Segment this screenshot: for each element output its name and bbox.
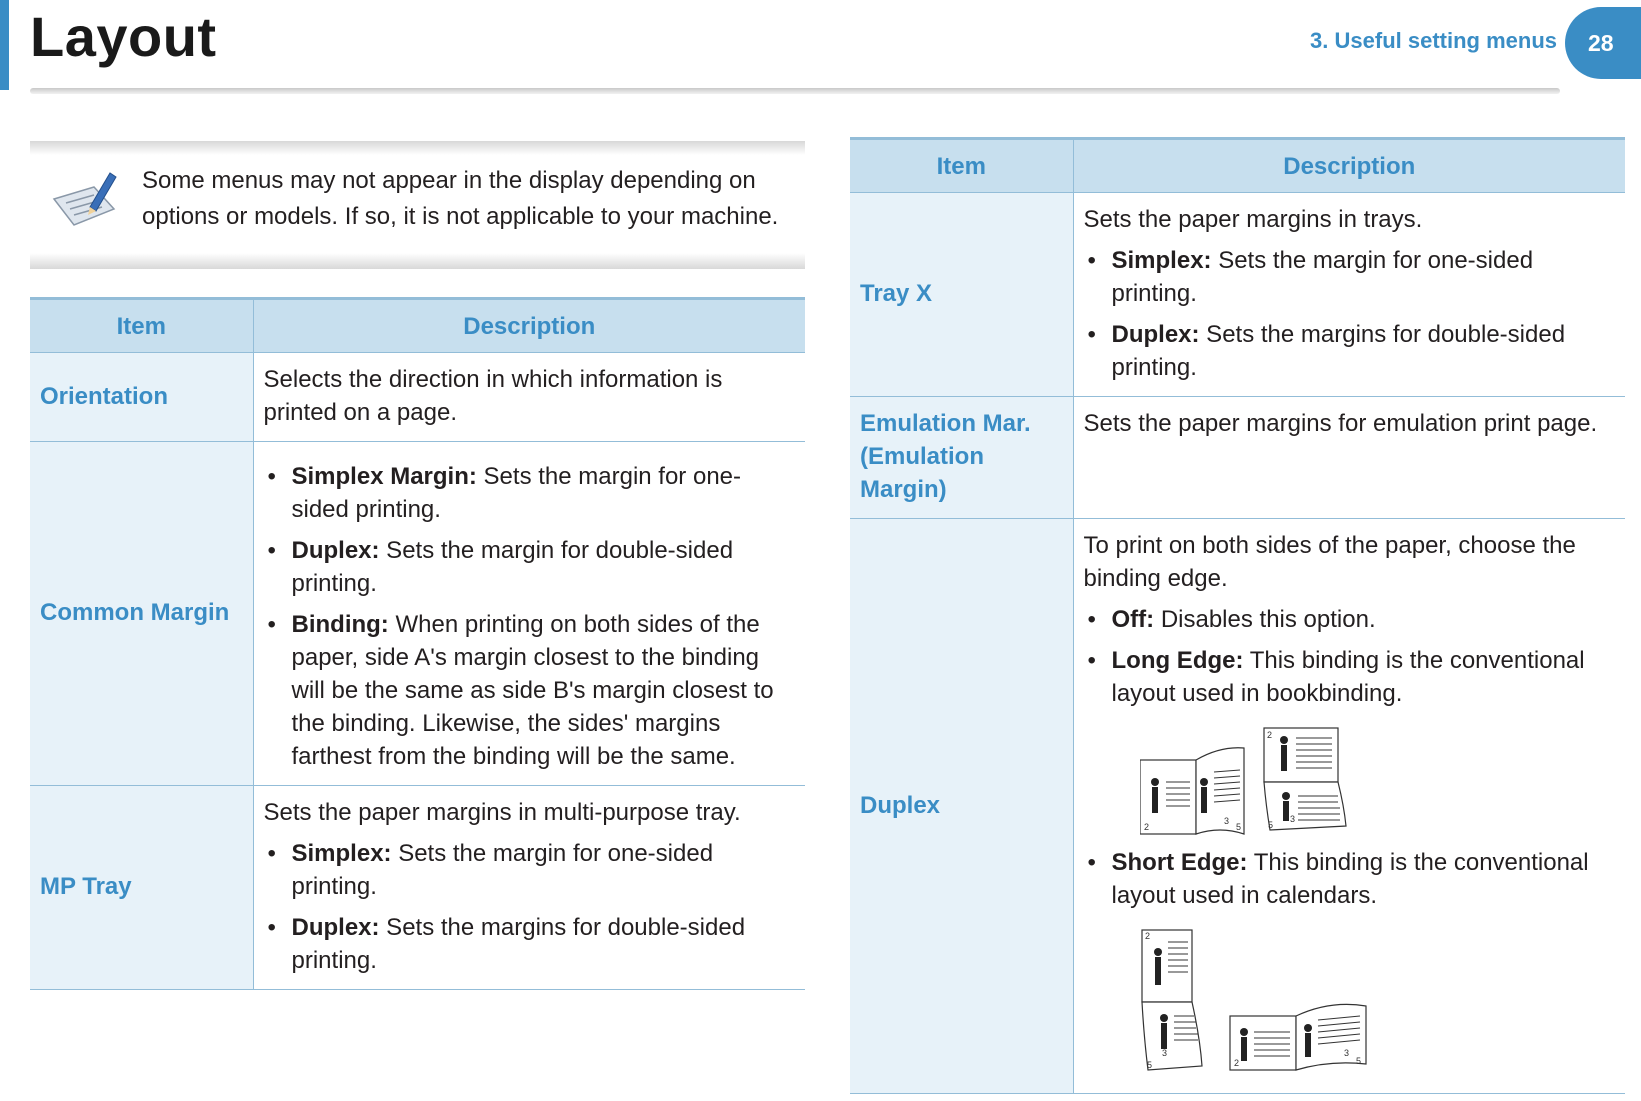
term-text: Sets the margin for one-sided printing.	[291, 463, 742, 523]
bullet-list	[264, 837, 796, 977]
header-accent-bar	[0, 0, 9, 90]
description-text: Sets the paper margins in trays.	[1083, 206, 1423, 233]
term-text: When printing on both sides of the paper, side A's margin closest to the binding will be the same as side B's margin closest to the binding. Likewise, the sides' margins farthest from the binding will be the same.	[291, 611, 774, 770]
table-header-row	[30, 299, 805, 353]
description-cell	[1073, 519, 1625, 1094]
short-edge-binding-illustration	[1140, 928, 1380, 1073]
svg-text:2: 2	[1143, 822, 1149, 832]
svg-text:5: 5	[1355, 1056, 1361, 1066]
term: Simplex:	[291, 840, 392, 867]
long-edge-binding-illustration	[1140, 726, 1370, 838]
svg-text:5: 5	[1267, 820, 1273, 830]
list-item	[1084, 846, 1616, 1073]
term-text: Sets the margin for one-sided printing.	[291, 840, 714, 900]
term: Duplex:	[291, 537, 380, 564]
term: Simplex Margin:	[291, 463, 477, 490]
term-text: Disables this option.	[1154, 606, 1376, 633]
list-item	[1084, 644, 1616, 838]
bullet-list	[1084, 603, 1616, 1073]
term-text: Sets the margins for double-sided printing.	[1111, 321, 1566, 381]
description-cell	[253, 442, 805, 786]
item-emulation-margin: Emulation Mar. (Emulation Margin)	[850, 397, 1073, 519]
term: Long Edge:	[1111, 647, 1244, 674]
description-text: Sets the paper margins in multi-purpose tray.	[263, 799, 741, 826]
table-row	[30, 353, 805, 442]
svg-text:5: 5	[1146, 1060, 1152, 1070]
list-item	[264, 608, 796, 773]
description-cell	[253, 353, 805, 442]
item-common-margin: Common Margin	[30, 442, 253, 786]
term: Simplex:	[1111, 247, 1212, 274]
page-number-badge: 28	[1565, 7, 1641, 79]
term: Duplex:	[1111, 321, 1200, 348]
column-header-description: Description	[253, 299, 805, 353]
list-item	[264, 837, 796, 903]
description-cell	[1073, 397, 1625, 519]
table-row	[30, 786, 805, 990]
term-text: Sets the margin for one-sided printing.	[1111, 247, 1534, 307]
term: Short Edge:	[1111, 849, 1248, 876]
term-text: This binding is the conventional layout used in calendars.	[1111, 849, 1589, 909]
description-text: Sets the paper margins for emulation print page.	[1083, 410, 1598, 437]
column-header-item: Item	[850, 139, 1073, 193]
svg-text:2: 2	[1266, 730, 1272, 740]
description-cell	[1073, 193, 1625, 397]
column-header-item: Item	[30, 299, 253, 353]
page-title: Layout	[30, 5, 217, 68]
table-header-row	[850, 139, 1625, 193]
term: Off:	[1111, 606, 1155, 633]
term-text: Sets the margins for double-sided printing.	[291, 914, 746, 974]
svg-text:3: 3	[1289, 814, 1295, 824]
table-row	[850, 519, 1625, 1094]
term: Duplex:	[291, 914, 380, 941]
list-item	[1084, 318, 1616, 384]
note-box	[30, 141, 805, 269]
column-header-description: Description	[1073, 139, 1625, 193]
table-row	[850, 397, 1625, 519]
item-mp-tray: MP Tray	[30, 786, 253, 990]
term-text: This binding is the conventional layout used in bookbinding.	[1111, 647, 1585, 707]
list-item	[1084, 603, 1616, 636]
item-orientation: Orientation	[30, 353, 253, 442]
svg-text:5: 5	[1235, 822, 1241, 832]
note-text: Some menus may not appear in the display depending on options or models. If so, it is not applicable to your machine.	[142, 167, 779, 230]
settings-table-left	[30, 297, 805, 990]
item-duplex: Duplex	[850, 519, 1073, 1094]
list-item	[264, 460, 796, 526]
settings-table-right	[850, 137, 1625, 1094]
bullet-list	[1084, 244, 1616, 384]
term: Binding:	[291, 611, 389, 638]
header-rule	[30, 88, 1560, 94]
description-text: Selects the direction in which information is printed on a page.	[263, 366, 723, 426]
table-row	[30, 442, 805, 786]
chapter-title: 3. Useful setting menus	[1310, 28, 1557, 53]
svg-text:3: 3	[1343, 1048, 1349, 1058]
svg-text:2: 2	[1233, 1058, 1239, 1068]
description-cell	[253, 786, 805, 990]
list-item	[264, 911, 796, 977]
svg-text:3: 3	[1161, 1048, 1167, 1058]
item-tray-x: Tray X	[850, 193, 1073, 397]
note-pencil-icon	[50, 169, 120, 233]
list-item	[264, 534, 796, 600]
description-text: To print on both sides of the paper, choose the binding edge.	[1083, 532, 1576, 592]
term-text: Sets the margin for double-sided printing.	[291, 537, 734, 597]
svg-text:2: 2	[1144, 931, 1150, 941]
bullet-list	[264, 460, 796, 773]
list-item	[1084, 244, 1616, 310]
table-row	[850, 193, 1625, 397]
svg-text:3: 3	[1223, 816, 1229, 826]
